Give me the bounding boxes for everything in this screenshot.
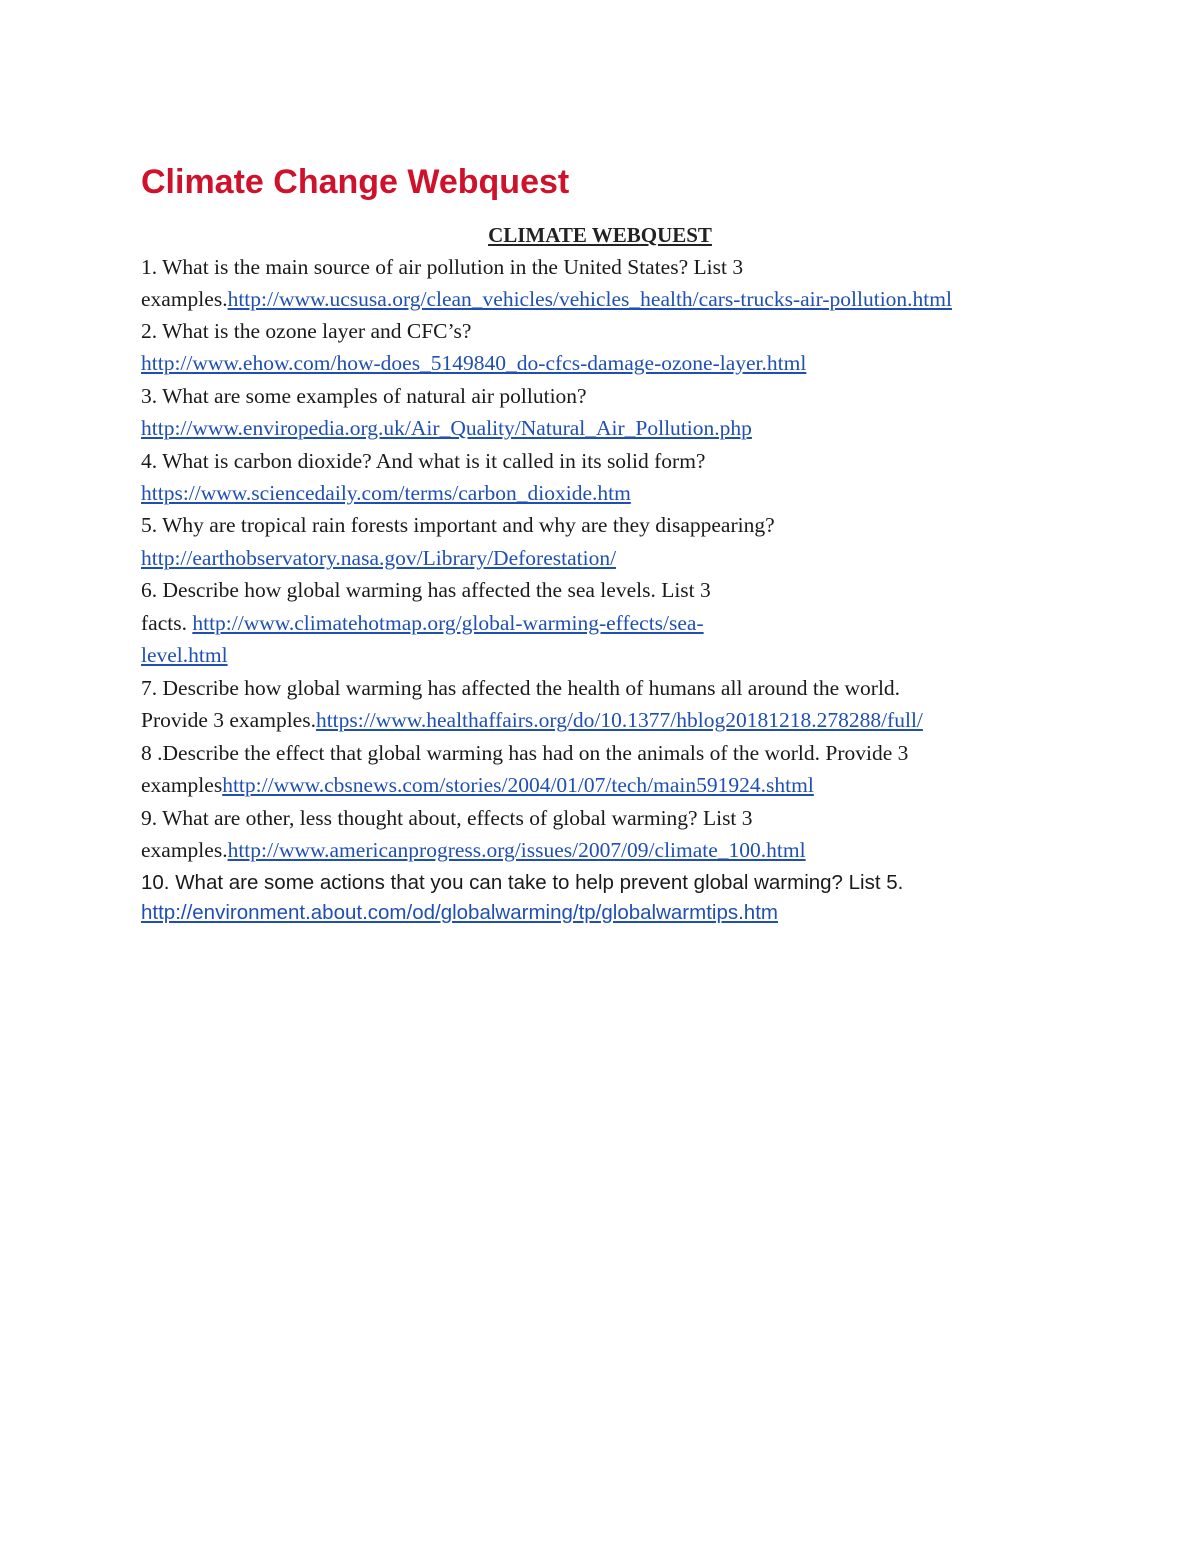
question-7-prefix: Provide 3 examples. xyxy=(141,708,316,732)
question-8-prefix: examples xyxy=(141,773,223,797)
question-1-prefix: examples. xyxy=(141,287,228,311)
question-3-link-line xyxy=(141,413,752,443)
question-9-link[interactable]: http://www.americanprogress.org/issues/2007/09/climate_100.html xyxy=(227,838,806,862)
question-7-text: 7. Describe how global warming has affected the health of humans all around the world. xyxy=(141,676,901,700)
question-2-text: 2. What is the ozone layer and CFC’s? xyxy=(141,319,472,343)
question-4-link[interactable]: https://www.sciencedaily.com/terms/carbon_dioxide.htm xyxy=(141,481,631,505)
question-6-prefix: facts. xyxy=(141,611,193,635)
page-title: Climate Change Webquest xyxy=(141,163,570,201)
question-10-text: 10. What are some actions that you can take to help prevent global warming? List 5. xyxy=(141,871,904,894)
question-5-text: 5. Why are tropical rain forests important and why are they disappearing? xyxy=(141,513,775,537)
question-4-text: 4. What is carbon dioxide? And what is it called in its solid form? xyxy=(141,449,706,473)
question-2-link-line xyxy=(141,348,806,378)
question-8-link[interactable]: http://www.cbsnews.com/stories/2004/01/07/tech/main591924.shtml xyxy=(222,773,814,797)
question-2-link[interactable]: http://www.ehow.com/how-does_5149840_do-cfcs-damage-ozone-layer.html xyxy=(141,351,807,375)
question-5-link-line xyxy=(141,543,616,573)
question-1-text: 1. What is the main source of air pollution in the United States? List 3 xyxy=(141,255,744,279)
question-3-text: 3. What are some examples of natural air pollution? xyxy=(141,384,587,408)
question-9-prefix: examples. xyxy=(141,838,228,862)
document-subtitle: CLIMATE WEBQUEST xyxy=(488,223,712,247)
question-9-text: 9. What are other, less thought about, effects of global warming? List 3 xyxy=(141,806,753,830)
question-1-link-line xyxy=(141,284,952,314)
question-6-text: 6. Describe how global warming has affected the sea levels. List 3 xyxy=(141,578,711,602)
question-6-link-line-2 xyxy=(141,640,228,670)
question-8-link-line xyxy=(141,770,814,800)
question-10-link[interactable]: http://environment.about.com/od/globalwarming/tp/globalwarmtips.htm xyxy=(141,901,778,924)
question-1-link[interactable]: http://www.ucsusa.org/clean_vehicles/vehicles_health/cars-trucks-air-pollution.html xyxy=(227,287,952,311)
question-6-link-part1[interactable]: http://www.climatehotmap.org/global-warming-effects/sea- xyxy=(192,611,704,635)
question-7-link[interactable]: https://www.healthaffairs.org/do/10.1377/hblog20181218.278288/full/ xyxy=(315,708,923,732)
question-8-text: 8 .Describe the effect that global warming has had on the animals of the world. Provide 3 xyxy=(141,741,909,765)
question-10-link-line xyxy=(141,898,778,928)
question-6-link-line xyxy=(141,608,704,638)
question-6-link-part2[interactable]: level.html xyxy=(141,643,228,667)
question-7-link-line xyxy=(141,705,923,735)
question-9-link-line xyxy=(141,835,806,865)
question-3-link[interactable]: http://www.enviropedia.org.uk/Air_Quality/Natural_Air_Pollution.php xyxy=(141,416,752,440)
question-4-link-line xyxy=(141,478,631,508)
question-5-link[interactable]: http://earthobservatory.nasa.gov/Library/Deforestation/ xyxy=(141,546,617,570)
